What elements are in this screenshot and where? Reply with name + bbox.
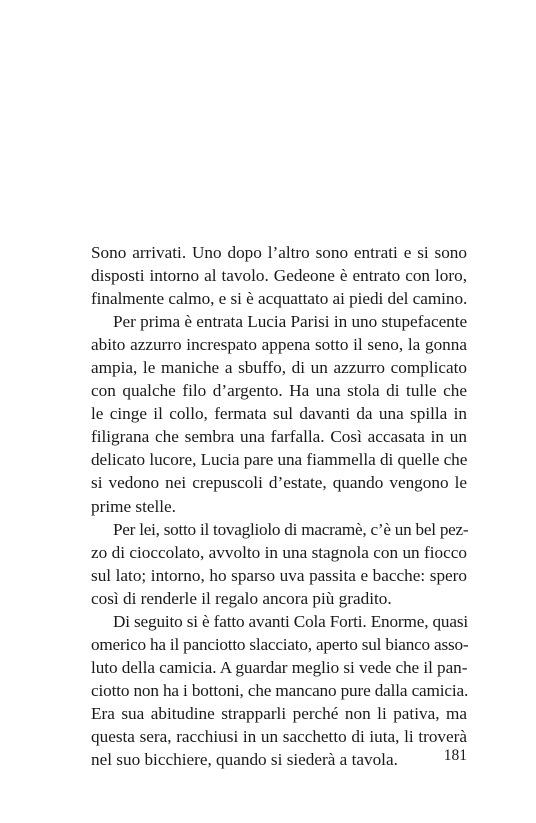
- body-text: [91, 241, 467, 771]
- text-line: Per lei, sotto il tovagliolo di macramè, c’è un bel pez-: [113, 519, 469, 539]
- text-line: questa sera, racchiusi in un sacchetto di iuta, li troverà: [91, 726, 467, 746]
- text-line: zo di cioccolato, avvolto in una stagnola con un fiocco: [91, 542, 467, 562]
- text-line: disposti intorno al tavolo. Gedeone è entrato con loro,: [91, 266, 467, 286]
- text-line: ciotto non ha i bottoni, che mancano pure dalla camicia.: [91, 680, 469, 700]
- text-line: abito azzurro increspato appena sotto il seno, la gonna: [91, 335, 467, 355]
- text-line: Di seguito si è fatto avanti Cola Forti. Enorme, quasi: [113, 611, 468, 631]
- text-line: ampia, le maniche a sbuffo, di un azzurro complicato: [91, 358, 467, 378]
- text-line: le cinge il collo, fermata sul davanti da una spilla in: [91, 404, 467, 424]
- paragraph-4: [91, 610, 467, 771]
- text-line: Per prima è entrata Lucia Parisi in uno stupefacente: [113, 312, 468, 332]
- text-line: filigrana che sembra una farfalla. Così accasata in un: [91, 427, 467, 447]
- page-number: 181: [443, 747, 467, 764]
- text-line: con qualche filo d’argento. Ha una stola di tulle che: [91, 381, 467, 401]
- text-line: così di renderle il regalo ancora più gradito.: [91, 588, 392, 608]
- text-line: Era sua abitudine strapparli perché non li pativa, ma: [91, 703, 467, 723]
- text-line: delicato lucore, Lucia pare una fiammella di quelle che: [91, 450, 468, 470]
- text-line: si vedono nei crepuscoli d’estate, quando vengono le: [91, 473, 467, 493]
- text-line: Sono arrivati. Uno dopo l’altro sono entrati e si sono: [91, 243, 467, 262]
- paragraph-2: [91, 310, 467, 517]
- text-line: nel suo bicchiere, quando si siederà a tavola.: [91, 750, 398, 770]
- text-line: sul lato; intorno, ho sparso uva passita e bacche: spero: [91, 565, 467, 585]
- text-line: omerico ha il panciotto slacciato, aperto sul bianco asso-: [91, 634, 469, 654]
- text-line: luto della camicia. A guardar meglio si vede che il pan-: [91, 657, 468, 677]
- text-line: prime stelle.: [91, 496, 176, 516]
- paragraph-1: [91, 241, 467, 310]
- text-line: finalmente calmo, e si è acquattato ai piedi del camino.: [91, 289, 468, 309]
- paragraph-3: [91, 518, 467, 610]
